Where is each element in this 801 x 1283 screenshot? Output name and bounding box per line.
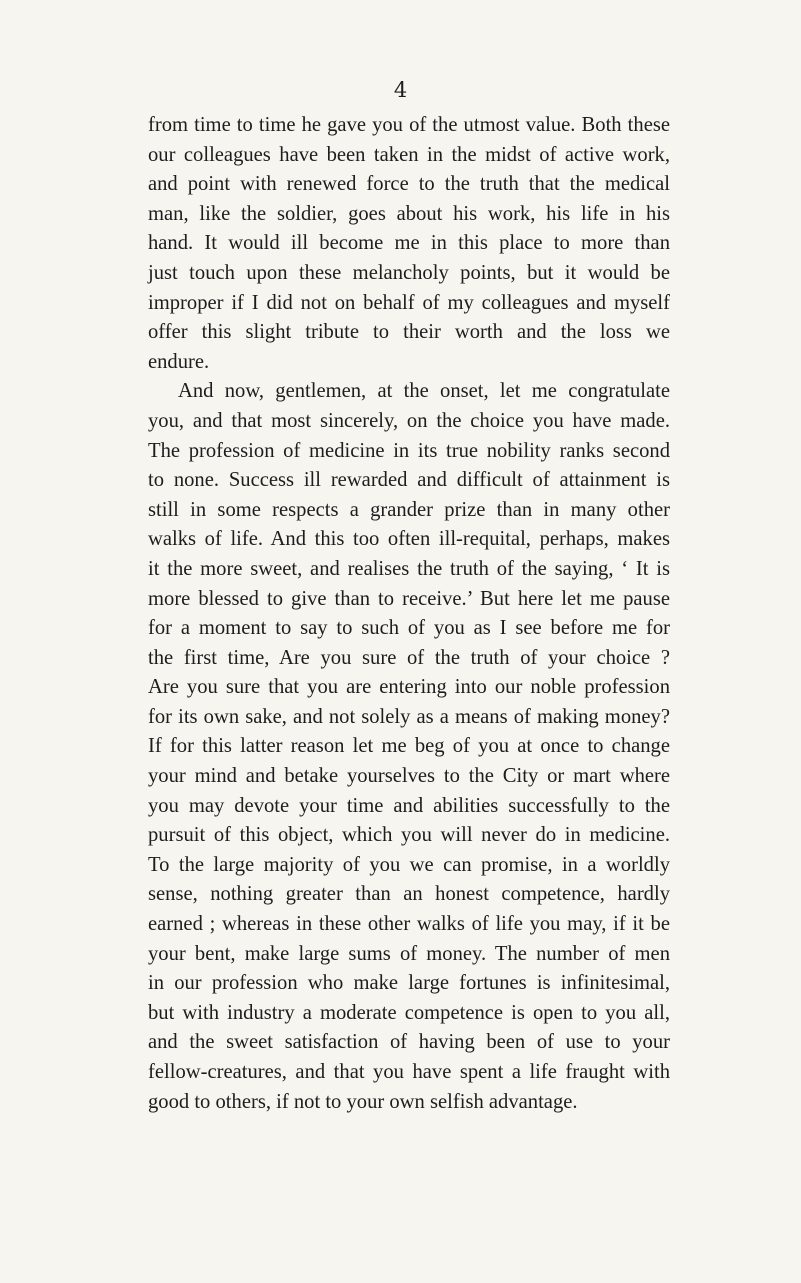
text-line: endure. (148, 350, 210, 373)
text-line: sense, nothing greater than an honest competence, hardly (148, 883, 670, 906)
text-line: walks of life. And this too often ill-requital, perhaps, makes (148, 528, 670, 551)
text-line: and point with renewed force to the truth that the medical (148, 173, 670, 196)
text-line: and the sweet satisfaction of having been of use to your (148, 1031, 670, 1054)
text-line: earned ; whereas in these other walks of life you may, if it be (148, 913, 670, 936)
page-number: 4 (393, 78, 408, 102)
text-line: but with industry a moderate competence is open to you all, (148, 1001, 670, 1024)
text-line: your bent, make large sums of money. The number of men (148, 942, 670, 965)
text-line: you may devote your time and abilities successfully to the (148, 794, 670, 817)
paragraph (148, 111, 670, 377)
text-line: Are you sure that you are entering into our noble profession (148, 676, 670, 699)
text-line: more blessed to give than to receive.’ But here let me pause (148, 587, 670, 610)
text-line: The profession of medicine in its true nobility ranks second (148, 439, 670, 462)
text-line: the first time, Are you sure of the truth of your choice ? (148, 646, 670, 669)
text-line: offer this slight tribute to their worth and the loss we (148, 321, 670, 344)
text-line: still in some respects a grander prize than in many other (148, 498, 670, 521)
text-line: your mind and betake yourselves to the City or mart where (148, 765, 670, 788)
text-line: To the large majority of you we can promise, in a worldly (148, 853, 670, 876)
text-line: just touch upon these melancholy points, but it would be (148, 261, 670, 284)
text-line: our colleagues have been taken in the midst of active work, (148, 143, 670, 166)
text-line: If for this latter reason let me beg of you at once to change (148, 735, 670, 758)
text-line: improper if I did not on behalf of my colleagues and myself (148, 291, 670, 314)
text-line: in our profession who make large fortunes is infinitesimal, (148, 972, 670, 995)
text-line: to none. Success ill rewarded and difficult of attainment is (148, 469, 670, 492)
text-line: And now, gentlemen, at the onset, let me congratulate (178, 380, 670, 403)
body-text (148, 111, 670, 1117)
text-line: pursuit of this object, which you will never do in medicine. (148, 824, 670, 847)
text-line: for its own sake, and not solely as a means of making money? (148, 705, 670, 728)
text-line: fellow-creatures, and that you have spent a life fraught with (148, 1061, 670, 1083)
text-line: it the more sweet, and realises the truth of the saying, ‘ It is (148, 557, 670, 580)
paragraph (148, 377, 670, 1117)
text-line: for a moment to say to such of you as I see before me for (148, 617, 670, 640)
text-line: good to others, if not to your own selfish advantage. (148, 1090, 578, 1113)
text-line: hand. It would ill become me in this place to more than (148, 232, 670, 255)
text-line: man, like the soldier, goes about his work, his life in his (148, 202, 670, 225)
text-line: from time to time he gave you of the utmost value. Both these (148, 114, 670, 136)
text-line: you, and that most sincerely, on the choice you have made. (148, 409, 670, 432)
